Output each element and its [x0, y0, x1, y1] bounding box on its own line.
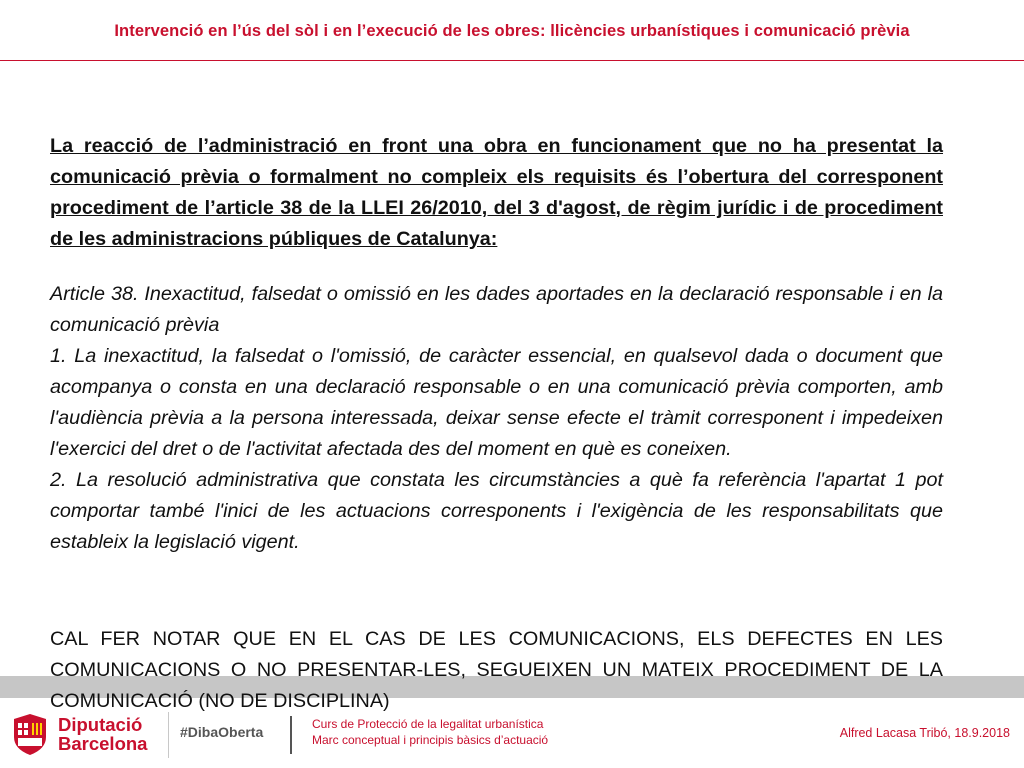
hashtag-label: #DibaOberta	[180, 724, 264, 740]
article-point-2: 2. La resolució administrativa que constata les circumstàncies a què fa referència l'apartat 1 pot comportar també l'inici de les actuacions corresponents i l'exigència de les responsabilitats que estableix la legislació vigent.	[50, 469, 943, 553]
footer-divider-2	[290, 716, 292, 754]
note-paragraph: CAL FER NOTAR QUE EN EL CAS DE LES COMUNICACIONS, ELS DEFECTES EN LES COMUNICACIONS O NO PRESENTAR-LES, SEGUEIXEN UN MATEIX PROCEDIMENT DE LA COMUNICACIÓ (NO DE DISCIPLINA)	[50, 628, 943, 712]
logo-text	[58, 715, 147, 753]
article-title: Article 38. Inexactitud, falsedat o omissió en les dades aportades en la declaració responsable i en la comunicació prèvia	[50, 283, 943, 336]
course-subtitle: Marc conceptual i principis bàsics d’actuació	[312, 733, 549, 747]
course-title: Curs de Protecció de la legalitat urbanística	[312, 717, 544, 731]
diputacio-logo	[10, 710, 160, 758]
article-point-1: 1. La inexactitud, la falsedat o l'omissió, de caràcter essencial, en qualsevol dada o document que acompanya o consta en una declaració responsable o en una comunicació prèvia comporten, amb l'audiència prèvia a la persona interessada, deixar sense efecte el tràmit corresponent i impedeixen l'exercici del dret o de l'activitat afectada des del moment en què es coneixen.	[50, 345, 943, 460]
author-date: Alfred Lacasa Tribó, 18.9.2018	[839, 726, 1010, 740]
slide-header-title: Intervenció en l’ús del sòl i en l’execució de les obres: llicències urbanístiques i comunicació prèvia	[114, 22, 910, 40]
intro-paragraph: La reacció de l’administració en front una obra en funcionament que no ha presentat la comunicació prèvia o formalment no compleix els requisits és l’obertura del corresponent procediment de l’article 38 de la LLEI 26/2010, del 3 d'agost, de règim jurídic i de procediment de les administracions públiques de Catalunya:	[50, 135, 943, 250]
slide-content	[50, 131, 943, 558]
course-info	[312, 716, 548, 748]
coat-of-arms-icon	[10, 711, 50, 757]
logo-line-2: Barcelona	[58, 733, 148, 754]
header-divider	[0, 60, 1024, 61]
logo-line-1: Diputació	[58, 714, 143, 735]
footer-divider-1	[168, 712, 169, 758]
